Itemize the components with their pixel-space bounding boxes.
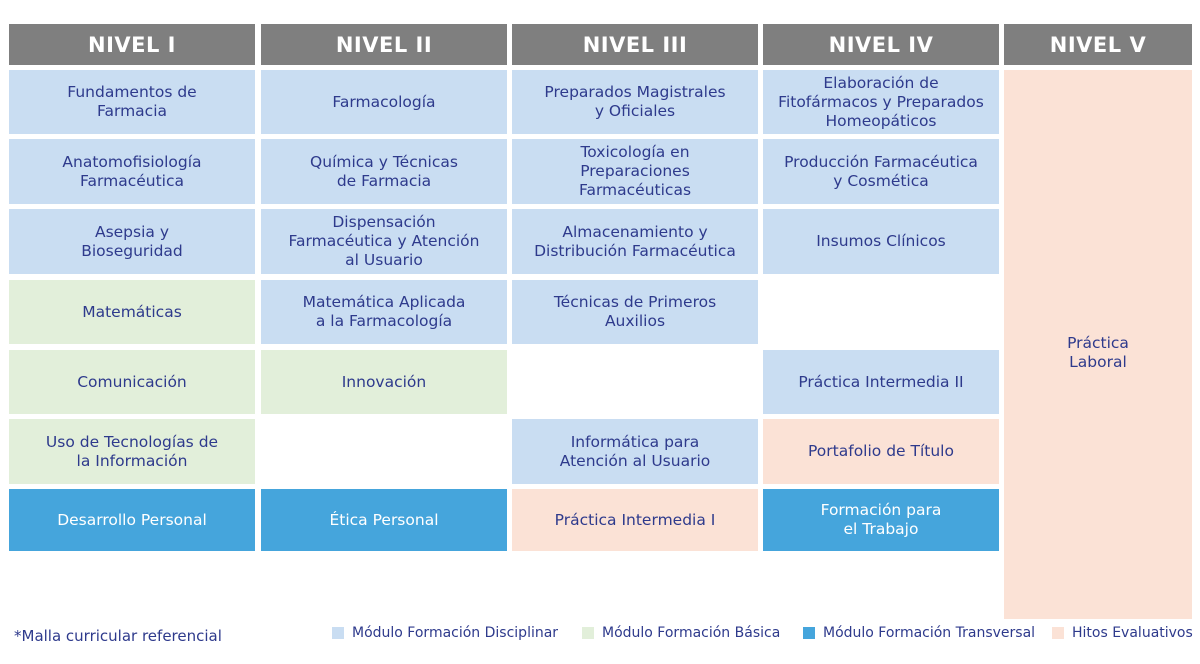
module-cell: Desarrollo Personal — [9, 489, 255, 551]
header-nivel-3: NIVEL III — [512, 24, 758, 65]
module-cell: Toxicología en Preparaciones Farmacéuticas — [512, 139, 758, 204]
module-cell: Práctica Intermedia I — [512, 489, 758, 551]
module-cell: Química y Técnicas de Farmacia — [261, 139, 507, 204]
module-cell: Insumos Clínicos — [763, 209, 999, 274]
module-cell: Matemáticas — [9, 280, 255, 344]
legend-swatch — [1052, 627, 1064, 639]
module-cell: Producción Farmacéutica y Cosmética — [763, 139, 999, 204]
module-cell: Comunicación — [9, 350, 255, 414]
module-cell: Preparados Magistrales y Oficiales — [512, 70, 758, 134]
module-cell: Anatomofisiología Farmacéutica — [9, 139, 255, 204]
legend-swatch — [332, 627, 344, 639]
header-nivel-1: NIVEL I — [9, 24, 255, 65]
module-cell: Farmacología — [261, 70, 507, 134]
module-cell: Dispensación Farmacéutica y Atención al Usuario — [261, 209, 507, 274]
module-cell: Fundamentos de Farmacia — [9, 70, 255, 134]
legend-label: Módulo Formación Disciplinar — [352, 625, 559, 641]
module-cell: Almacenamiento y Distribución Farmacéutica — [512, 209, 758, 274]
module-cell: Práctica Intermedia II — [763, 350, 999, 414]
legend-swatch — [803, 627, 815, 639]
legend-swatch — [582, 627, 594, 639]
module-cell: Técnicas de Primeros Auxilios — [512, 280, 758, 344]
header-nivel-5: NIVEL V — [1004, 24, 1192, 65]
module-cell: Uso de Tecnologías de la Información — [9, 419, 255, 484]
module-cell: Matemática Aplicada a la Farmacología — [261, 280, 507, 344]
module-cell: Ética Personal — [261, 489, 507, 551]
legend-item — [1052, 625, 1193, 641]
legend-item — [803, 625, 1035, 641]
footnote: *Malla curricular referencial — [14, 627, 222, 645]
legend-label: Módulo Formación Transversal — [823, 625, 1036, 641]
legend-item — [582, 625, 780, 641]
header-nivel-2: NIVEL II — [261, 24, 507, 65]
legend-label: Módulo Formación Básica — [602, 625, 781, 641]
legend-item — [332, 625, 558, 641]
legend-label: Hitos Evaluativos — [1072, 625, 1193, 641]
module-cell: Innovación — [261, 350, 507, 414]
module-cell: Informática para Atención al Usuario — [512, 419, 758, 484]
module-cell: Elaboración de Fitofármacos y Preparados Homeopáticos — [763, 70, 999, 134]
module-cell: Asepsia y Bioseguridad — [9, 209, 255, 274]
module-cell: Formación para el Trabajo — [763, 489, 999, 551]
module-cell: Portafolio de Título — [763, 419, 999, 484]
header-nivel-4: NIVEL IV — [763, 24, 999, 65]
module-cell: Práctica Laboral — [1004, 70, 1192, 619]
